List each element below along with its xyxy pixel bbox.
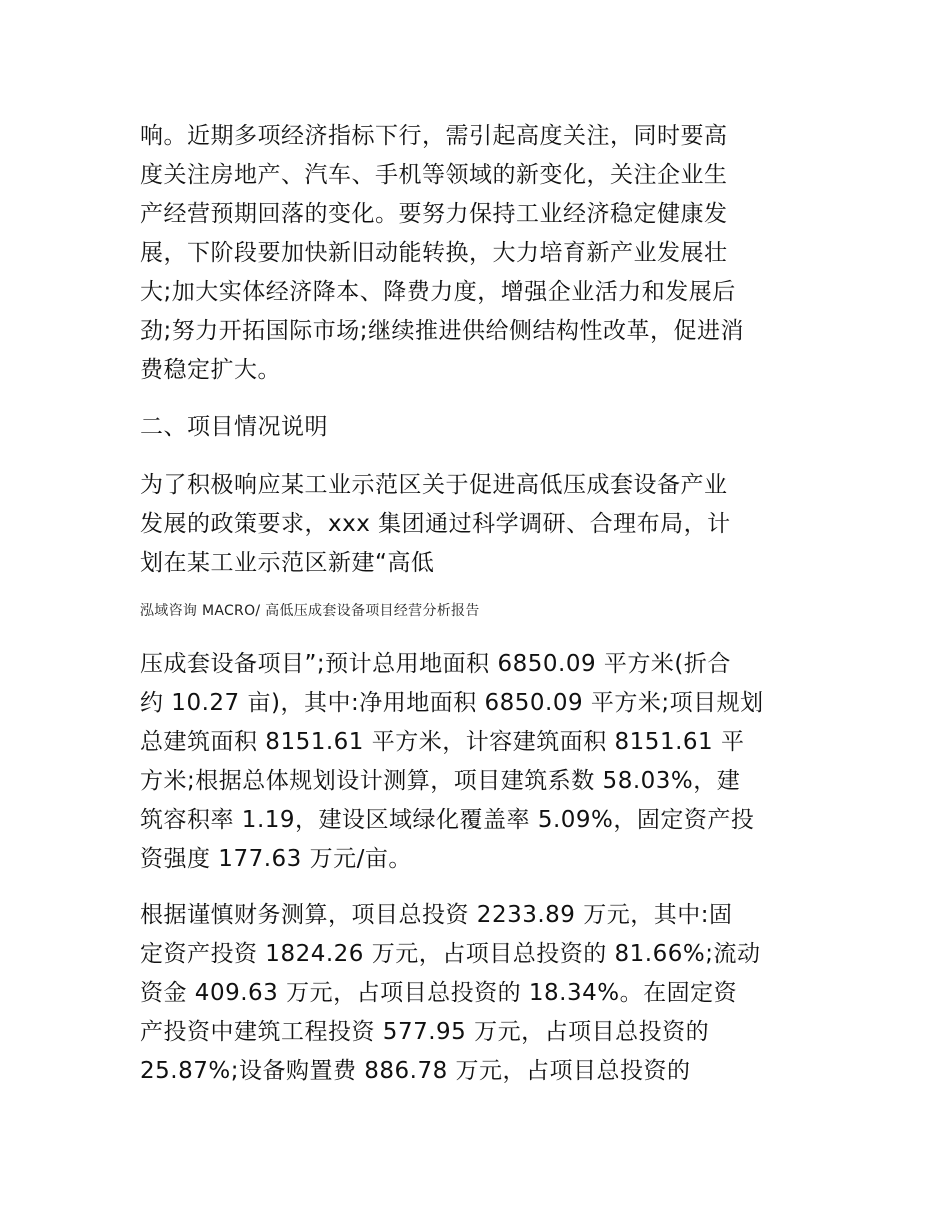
paragraph-economic-outlook [140, 117, 815, 390]
text-line: 度关注房地产、汽车、手机等领域的新变化，关注企业生 [140, 162, 728, 188]
text-line: 约 10.27 亩)，其中:净用地面积 6850.09 平方米;项目规划 [140, 690, 764, 716]
text-line: 展，下阶段要加快新旧动能转换，大力培育新产业发展壮 [140, 240, 728, 266]
paragraph-project-intro [140, 466, 815, 583]
text-line: 发展的政策要求，xxx 集团通过科学调研、合理布局，计 [140, 511, 731, 537]
text-line: 资强度 177.63 万元/亩。 [140, 846, 412, 872]
paragraph-investment [140, 896, 815, 1091]
text-line: 根据谨慎财务测算，项目总投资 2233.89 万元，其中:固 [140, 902, 733, 928]
text-line: 产经营预期回落的变化。要努力保持工业经济稳定健康发 [140, 201, 728, 227]
text-line: 划在某工业示范区新建“高低 [140, 550, 435, 576]
text-line: 产投资中建筑工程投资 577.95 万元，占项目总投资的 [140, 1019, 710, 1045]
text-line: 响。近期多项经济指标下行，需引起高度关注，同时要高 [140, 123, 728, 149]
running-header: 泓域咨询 MACRO/ 高低压成套设备项目经营分析报告 [140, 603, 480, 619]
text-line: 为了积极响应某工业示范区关于促进高低压成套设备产业 [140, 472, 728, 498]
section-heading: 二、项目情况说明 [140, 414, 328, 440]
text-line: 劲;努力开拓国际市场;继续推进供给侧结构性改革，促进消 [140, 318, 744, 344]
text-line: 筑容积率 1.19，建设区域绿化覆盖率 5.09%，固定资产投 [140, 807, 755, 833]
paragraph-land-area [140, 645, 815, 879]
text-line: 定资产投资 1824.26 万元，占项目总投资的 81.66%;流动 [140, 941, 761, 967]
text-line: 总建筑面积 8151.61 平方米，计容建筑面积 8151.61 平 [140, 729, 745, 755]
text-line: 25.87%;设备购置费 886.78 万元，占项目总投资的 [140, 1058, 691, 1084]
text-line: 费稳定扩大。 [140, 357, 281, 383]
text-line: 压成套设备项目”;预计总用地面积 6850.09 平方米(折合 [140, 651, 731, 677]
text-line: 大;加大实体经济降本、降费力度，增强企业活力和发展后 [140, 279, 736, 305]
text-line: 资金 409.63 万元，占项目总投资的 18.34%。在固定资 [140, 980, 738, 1006]
text-line: 方米;根据总体规划设计测算，项目建筑系数 58.03%，建 [140, 768, 741, 794]
